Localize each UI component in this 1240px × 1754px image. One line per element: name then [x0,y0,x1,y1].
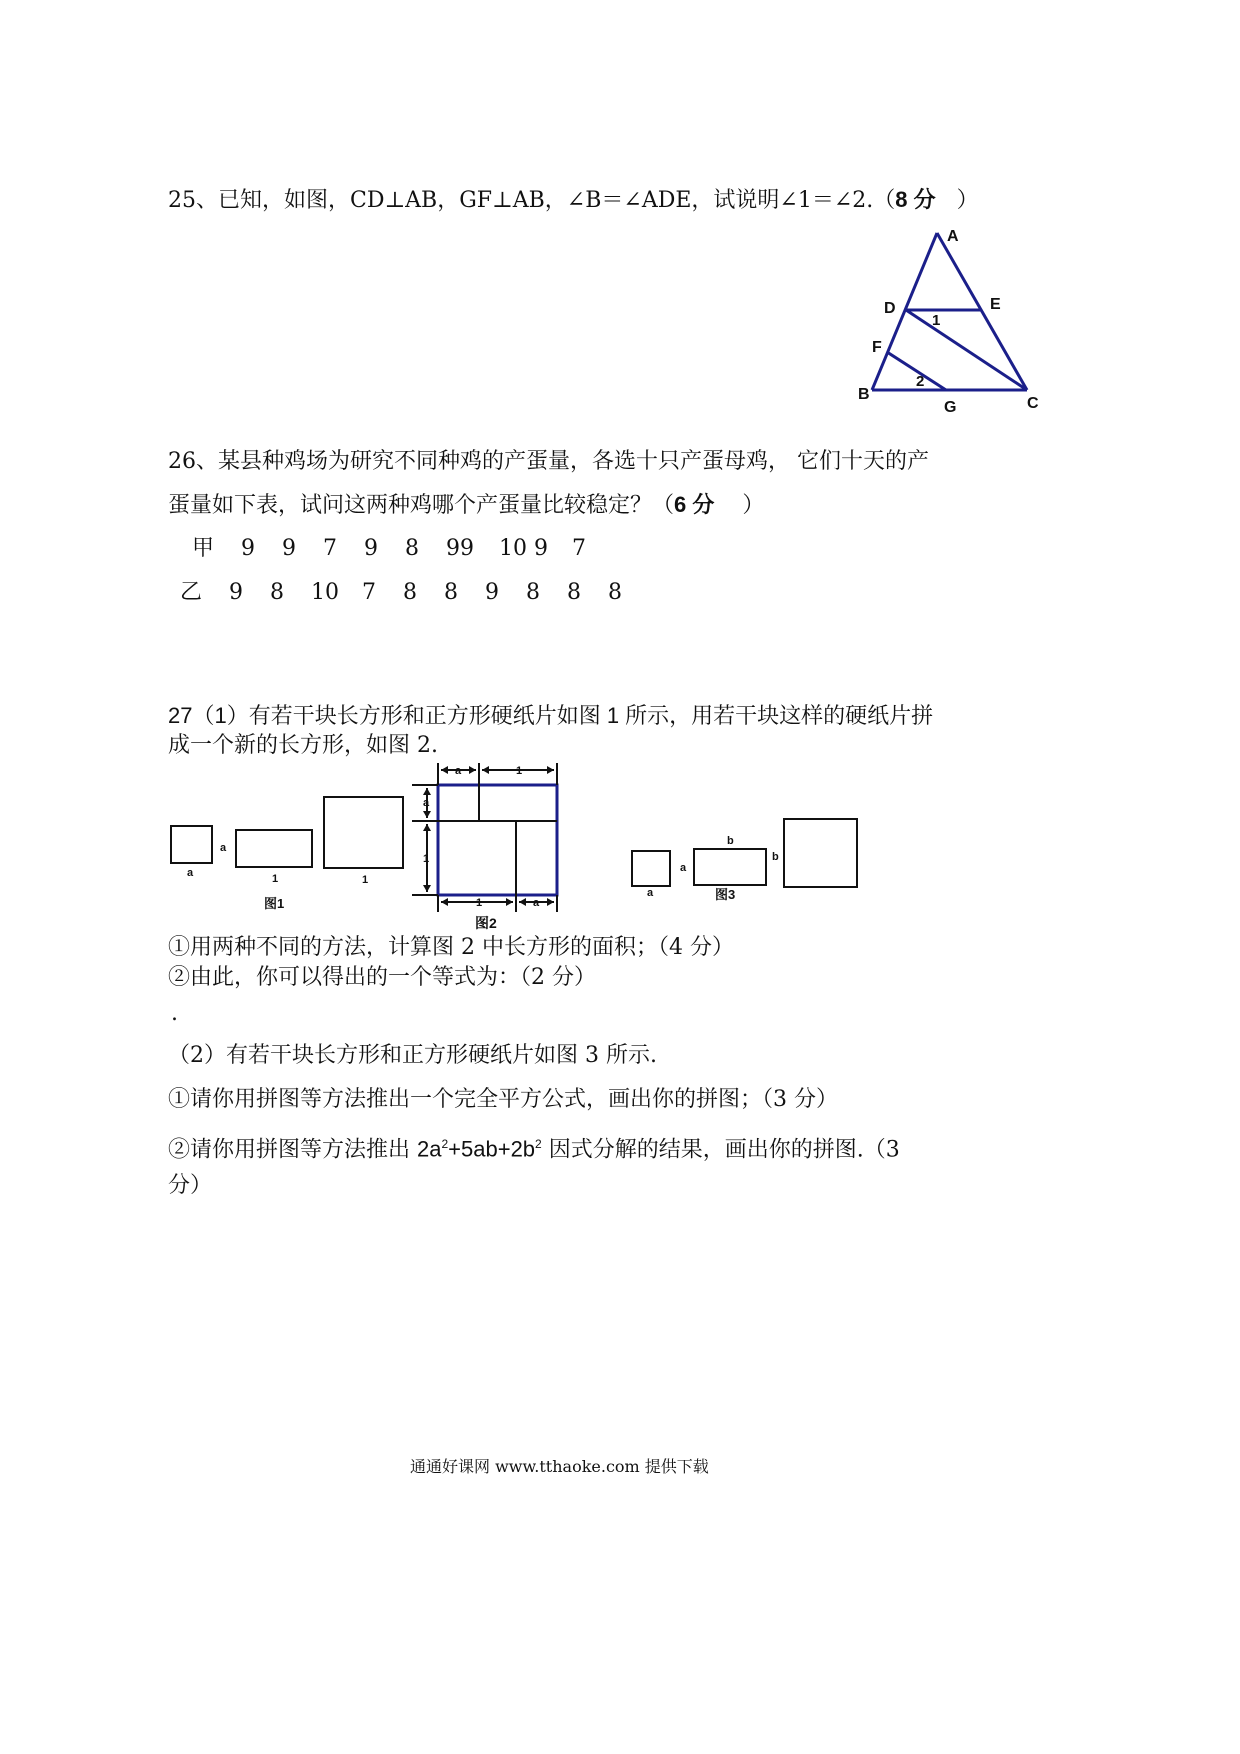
q27-part2-sub1: ①请你用拼图等方法推出一个完全平方公式，画出你的拼图；（3 分） [168,1087,838,1112]
fig3-big-square [784,819,857,887]
arrow-icon [423,788,431,795]
expr-sup1: 2 [441,1137,449,1151]
fig3-label-b-top: b [727,835,734,847]
fig2-label-1-bottom: 1 [476,897,483,909]
label-a: A [947,228,959,245]
q26-close: ） [742,493,765,518]
row-value: 99 [446,536,474,561]
row-value: 8 [405,536,419,561]
q27-part2-sub2-line2: 分） [168,1173,213,1198]
row-value: 7 [362,580,376,605]
fig1-label-1-square: 1 [362,874,369,886]
row-value: 9 [364,536,378,561]
fig3-label-a-side: a [680,862,687,874]
fig3-label-a-bottom: a [647,887,654,899]
label-1: 1 [932,312,941,329]
row-value: 8 [403,580,417,605]
fig2-caption: 图2 [475,915,497,931]
fig1-caption: 图1 [264,896,285,911]
row-value: 8 [444,580,458,605]
fig1-label-1-rect: 1 [272,873,279,885]
part2-sub2-post: 因式分解的结果，画出你的拼图.（3 [541,1137,900,1163]
q27-part2-sub2 [168,1130,900,1164]
row-value: 8 [608,580,622,605]
fig2-label-1-top: 1 [516,765,523,777]
fig3-small-square [632,851,670,886]
q27-intro-line2: 成一个新的长方形，如图 2. [168,733,438,758]
arrow-icon [519,898,526,906]
label-c: C [1027,395,1039,412]
arrow-icon [482,766,489,774]
q26-score: 6 分 [674,492,715,517]
arrow-icon [547,898,554,906]
fig2-outer-rectangle [438,785,557,895]
fig2-label-a-left: a [423,797,430,809]
row-value: 8 [526,580,540,605]
fig1-label-a-bottom: a [187,867,194,879]
q26-line1: 26、某县种鸡场为研究不同种鸡的产蛋量，各选十只产蛋母鸡， 它们十天的产 [168,449,929,474]
page-footer: 通通好课网 www.tthaoke.com 提供下载 [410,1457,709,1476]
row-value: 7 [323,536,337,561]
arrow-icon [441,766,448,774]
q27-dot: . [171,1001,178,1026]
fig1-rectangle [236,830,312,867]
fig2-label-a-top: a [455,765,462,777]
part2-sub2-pre: ②请你用拼图等方法推出 [168,1137,417,1163]
arrow-icon [423,824,431,831]
row-label: 乙 [180,580,203,605]
fig1-label-a-side: a [220,842,227,854]
label-e: E [990,296,1001,313]
q27-part2: （2）有若干块长方形和正方形硬纸片如图 3 所示. [168,1043,657,1068]
row-value: 9 [485,580,499,605]
q27-sub2: ②由此，你可以得出的一个等式为：（2 分） [168,965,596,990]
arrow-icon [423,811,431,818]
row-value: 7 [572,536,586,561]
q27-intro-line1: 27（1）有若干块长方形和正方形硬纸片如图 1 所示，用若干块这样的硬纸片拼 [168,703,934,728]
q26-line2-text: 蛋量如下表，试问这两种鸡哪个产蛋量比较稳定？（ [168,493,675,518]
arrow-icon [547,766,554,774]
row-value: 8 [270,580,284,605]
row-label: 甲 [192,536,215,561]
arrow-icon [423,885,431,892]
fig1-big-square [324,797,403,868]
arrow-icon [441,898,448,906]
fig3-rectangle [694,849,766,885]
fig3-label-b-side: b [772,851,779,863]
q27-sub1: ①用两种不同的方法，计算图 2 中长方形的面积；（4 分） [168,935,734,960]
row-value: 9 [241,536,255,561]
arrow-icon [469,766,476,774]
label-f: F [872,339,882,356]
fig1-small-square [171,826,212,863]
q25-close: ） [956,188,979,213]
row-value: 10 9 [499,536,548,561]
row-value: 8 [567,580,581,605]
fig2-label-1-left: 1 [423,853,430,865]
fig2-label-a-bottom: a [533,897,540,909]
label-g: G [944,399,957,416]
row-value: 9 [229,580,243,605]
label-2: 2 [916,373,925,390]
expr-sup2: 2 [535,1137,542,1151]
arrow-icon [506,898,513,906]
q25-score: 8 分 [895,187,936,212]
label-b: B [858,386,870,403]
label-d: D [884,300,896,317]
q25-text: 25、已知，如图，CD⊥AB，GF⊥AB，∠B＝∠ADE，试说明∠1＝∠2.（ [168,188,896,213]
fig3-caption: 图3 [715,887,736,902]
expr-2a: 2a [417,1136,442,1162]
row-value: 9 [282,536,296,561]
row-value: 10 [311,580,339,605]
expr-5ab-2b: +5ab+2b [448,1136,536,1162]
